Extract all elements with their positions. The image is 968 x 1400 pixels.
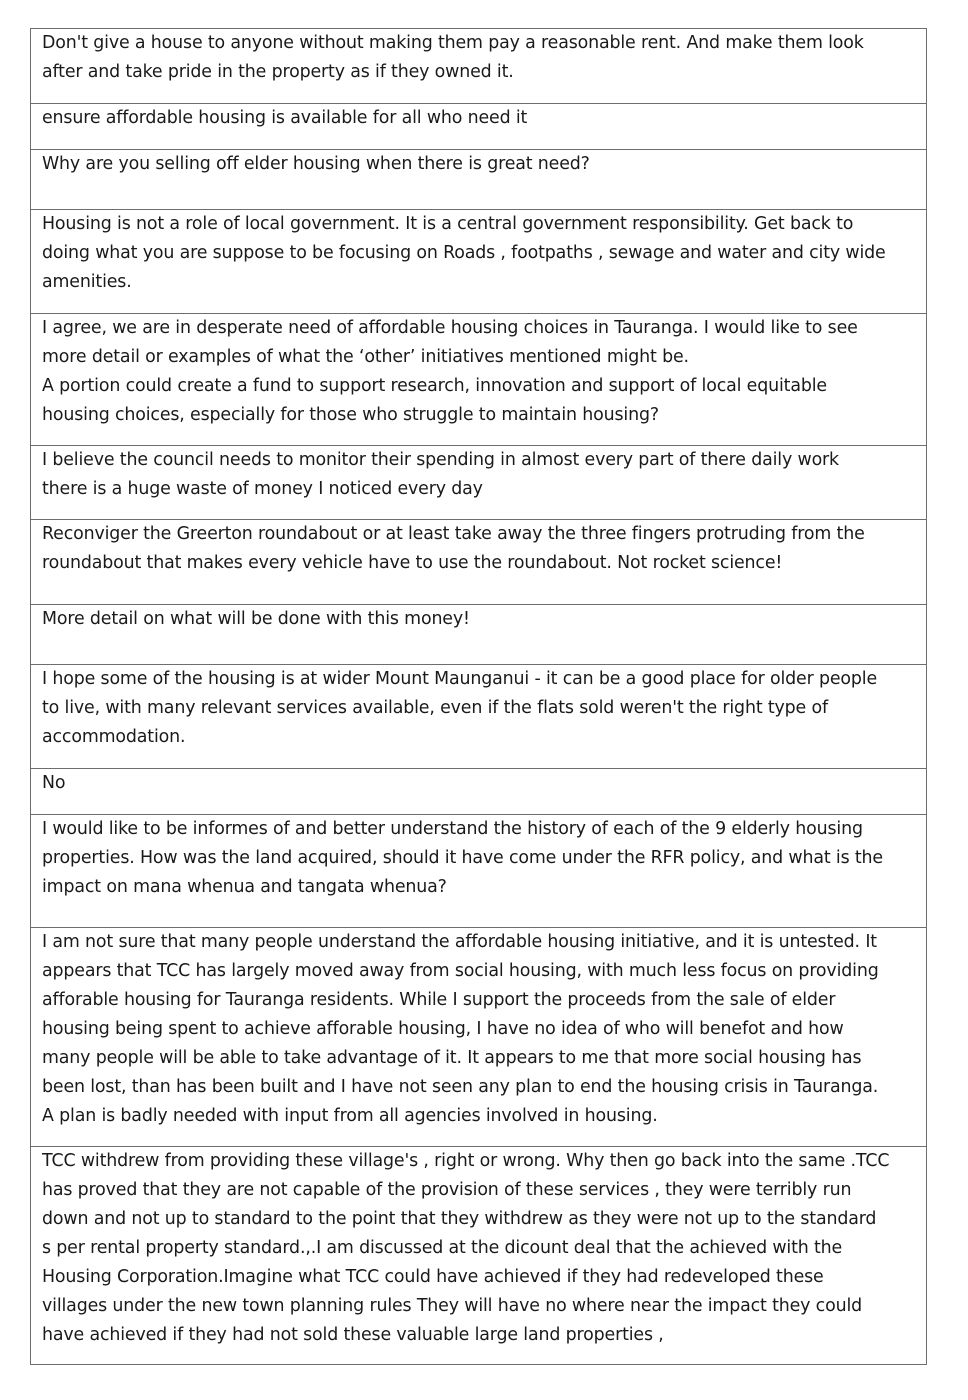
document-page bbox=[30, 28, 927, 1365]
response-text: I would like to be informes of and better understand the history of each of the 9 elderly housing properties. How was the land acquired, should it have come under the RFR policy, and what is the impact on mana whenua and tangata whenua? bbox=[42, 819, 883, 897]
table-row bbox=[31, 446, 927, 520]
response-text: TCC withdrew from providing these village's , right or wrong. Why then go back into the same .TCC has proved that they are not capable of the provision of these services , they were terribly run down and not up to standard to the point that they withdrew as they were not up to the standard s per rental property standard.,.I am discussed at the dicount deal that the achieved with the Housing Corporation.Imagine what TCC could have achieved if they had redeveloped these villages under the new town planning rules They will have no where near the impact they could have achieved if they had not sold these valuable large land properties , bbox=[42, 1151, 890, 1345]
response-cell bbox=[31, 815, 927, 928]
table-row bbox=[31, 150, 927, 210]
response-cell bbox=[31, 769, 927, 815]
response-text: I hope some of the housing is at wider Mount Maunganui - it can be a good place for older people to live, with many relevant services available, even if the flats sold weren't the right type of accommodation. bbox=[42, 669, 877, 747]
response-text: Why are you selling off elder housing when there is great need? bbox=[42, 154, 590, 174]
response-text: Housing is not a role of local government. It is a central government responsibility. Get back to doing what you are suppose to be focusing on Roads , footpaths , sewage and water and city wide amenities. bbox=[42, 214, 886, 292]
response-text: ensure affordable housing is available for all who need it bbox=[42, 108, 528, 128]
table-row bbox=[31, 769, 927, 815]
table-row bbox=[31, 104, 927, 150]
table-row bbox=[31, 1147, 927, 1365]
response-cell bbox=[31, 928, 927, 1147]
table-row bbox=[31, 29, 927, 104]
responses-table bbox=[30, 28, 927, 1365]
response-cell bbox=[31, 314, 927, 446]
response-cell bbox=[31, 150, 927, 210]
response-text: I am not sure that many people understand the affordable housing initiative, and it is untested. It appears that TCC has largely moved away from social housing, with much less focus on providing afforable housing for Tauranga residents. While I support the proceeds from the sale of elder housing being spent to achieve afforable housing, I have no idea of who will benefot and how many people will be able to take advantage of it. It appears to me that more social housing has been lost, than has been built and I have not seen any plan to end the housing crisis in Tauranga. A plan is badly needed with input from all agencies involved in housing. bbox=[42, 932, 879, 1126]
response-text: Reconviger the Greerton roundabout or at least take away the three fingers protruding from the roundabout that makes every vehicle have to use the roundabout. Not rocket science! bbox=[42, 524, 865, 573]
table-row bbox=[31, 605, 927, 665]
response-cell bbox=[31, 29, 927, 104]
response-text: I believe the council needs to monitor their spending in almost every part of there daily work there is a huge waste of money I noticed every day bbox=[42, 450, 839, 499]
response-cell bbox=[31, 520, 927, 605]
response-text: No bbox=[42, 773, 66, 793]
response-text: More detail on what will be done with this money! bbox=[42, 609, 470, 629]
table-row bbox=[31, 210, 927, 314]
response-cell bbox=[31, 210, 927, 314]
table-row bbox=[31, 520, 927, 605]
table-row bbox=[31, 665, 927, 769]
table-row bbox=[31, 314, 927, 446]
table-row bbox=[31, 815, 927, 928]
response-cell bbox=[31, 446, 927, 520]
response-cell bbox=[31, 104, 927, 150]
response-cell bbox=[31, 1147, 927, 1365]
table-row bbox=[31, 928, 927, 1147]
response-cell bbox=[31, 605, 927, 665]
response-cell bbox=[31, 665, 927, 769]
response-text: Don't give a house to anyone without making them pay a reasonable rent. And make them look after and take pride in the property as if they owned it. bbox=[42, 33, 864, 82]
response-text: I agree, we are in desperate need of affordable housing choices in Tauranga. I would like to see more detail or examples of what the ‘other’ initiatives mentioned might be. A portion could create a fund to support research, innovation and support of local equitable housing choices, especially for those who struggle to maintain housing? bbox=[42, 318, 858, 425]
